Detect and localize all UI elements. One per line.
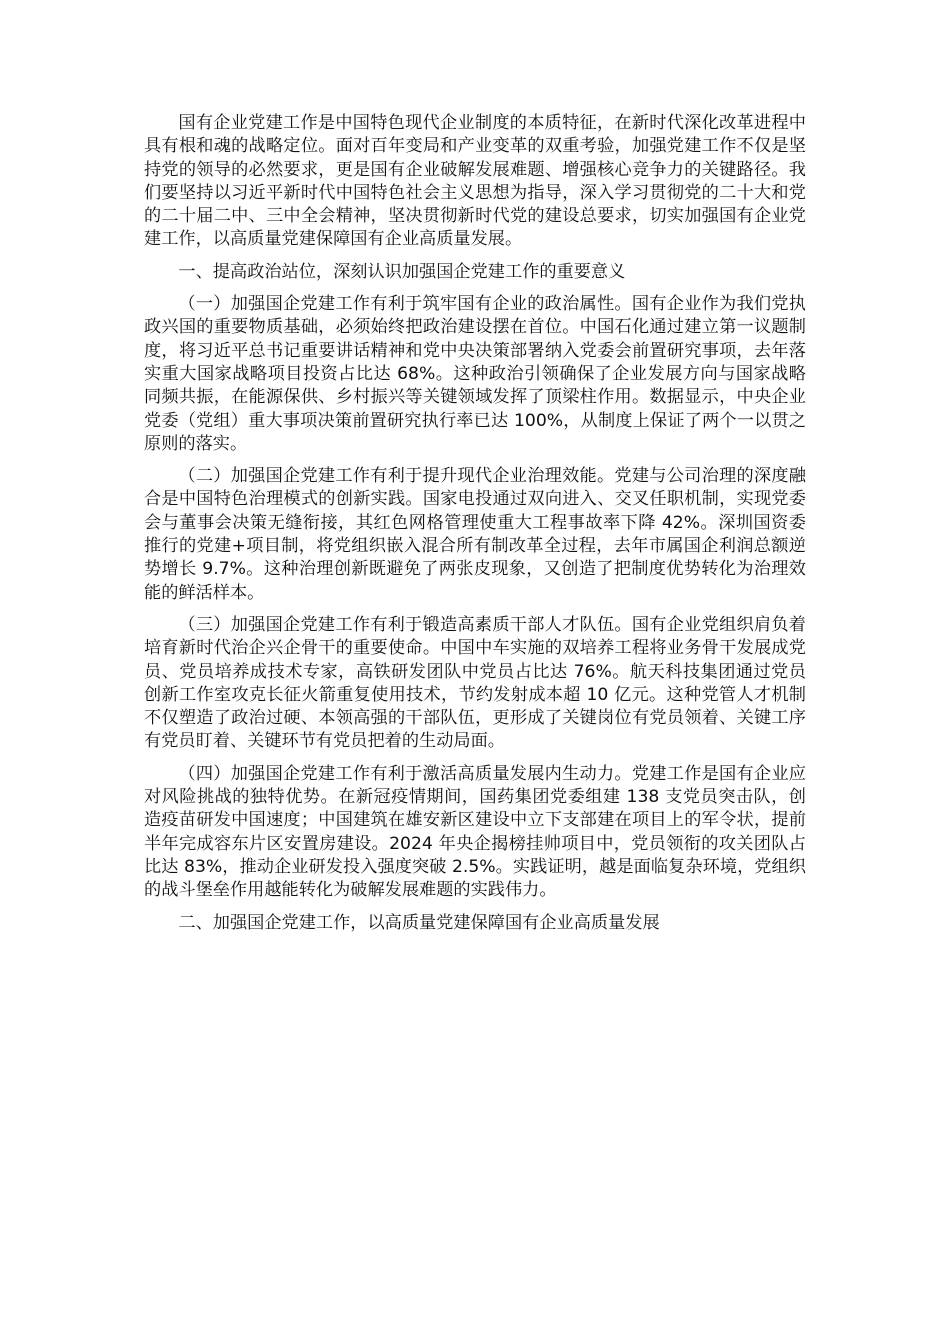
paragraph-1: （一）加强国企党建工作有利于筑牢国有企业的政治属性。国有企业作为我们党执政兴国的重要物质基础，必须始终把政治建设摆在首位。中国石化通过建立第一议题制度，将习近平总书记重要讲话精神和党中央决策部署纳入党委会前置研究事项，去年落实重大国家战略项目投资占比达 68%。这种政治引领确保了企业发展方向与国家战略同频共振，在能源保供、乡村振兴等关键领域发挥了顶梁柱作用。数据显示，中央企业党委（党组）重大事项决策前置研究执行率已达 100%，从制度上保证了两个一以贯之原则的落实。 <box>144 294 806 454</box>
paragraph-4: （四）加强国企党建工作有利于激活高质量发展内生动力。党建工作是国有企业应对风险挑战的独特优势。在新冠疫情期间，国药集团党委组建 138 支党员突击队，创造疫苗研发中国速度；中国建筑在雄安新区建设中立下支部建在项目上的军令状，提前半年完成容东片区安置房建设。2024 年央企揭榜挂帅项目中，党员领衔的攻关团队占比达 83%，推动企业研发投入强度突破 2.5%。实践证明，越是面临复杂环境，党组织的战斗堡垒作用越能转化为破解发展难题的实践伟力。 <box>144 763 806 901</box>
document-body <box>144 112 806 944</box>
paragraph-2: （二）加强国企党建工作有利于提升现代企业治理效能。党建与公司治理的深度融合是中国特色治理模式的创新实践。国家电投通过双向进入、交叉任职机制，实现党委会与董事会决策无缝衔接，其红色网格管理使重大工程事故率下降 42%。深圳国资委推行的党建+项目制，将党组织嵌入混合所有制改革全过程，去年市属国企利润总额逆势增长 9.7%。这种治理创新既避免了两张皮现象，又创造了把制度优势转化为治理效能的鲜活样本。 <box>144 466 806 603</box>
section-2-heading: 二、加强国企党建工作，以高质量党建保障国有企业高质量发展 <box>178 912 660 933</box>
paragraph-3: （三）加强国企党建工作有利于锻造高素质干部人才队伍。国有企业党组织肩负着培育新时代治企兴企骨干的重要使命。中国中车实施的双培养工程将业务骨干发展成党员、党员培养成技术专家，高铁研发团队中党员占比达 76%。航天科技集团通过党员创新工作室攻克长征火箭重复使用技术，节约发射成本超 10 亿元。这种党管人才机制不仅塑造了政治过硬、本领高强的干部队伍，更形成了关键岗位有党员领着、关键工序有党员盯着、关键环节有党员把着的生动局面。 <box>144 614 806 752</box>
section-1-heading: 一、提高政治站位，深刻认识加强国企党建工作的重要意义 <box>178 261 626 282</box>
intro-paragraph: 国有企业党建工作是中国特色现代企业制度的本质特征，在新时代深化改革进程中具有根和魂的战略定位。面对百年变局和产业变革的双重考验，加强党建工作不仅是坚持党的领导的必然要求，更是国有企业破解发展难题、增强核心竞争力的关键路径。我们要坚持以习近平新时代中国特色社会主义思想为指导，深入学习贯彻党的二十大和党的二十届二中、三中全会精神，坚决贯彻新时代党的建设总要求，切实加强国有企业党建工作，以高质量党建保障国有企业高质量发展。 <box>144 113 806 250</box>
